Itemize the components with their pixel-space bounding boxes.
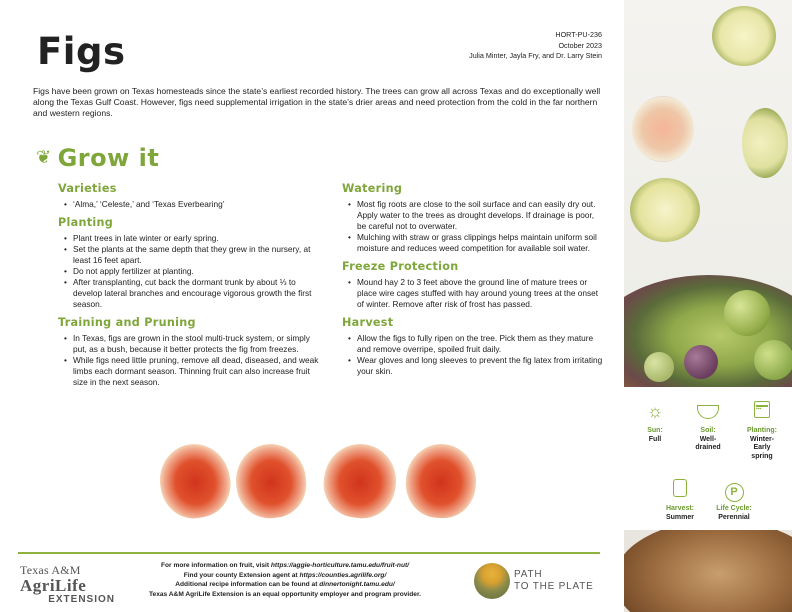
soil-label: Soil: <box>700 427 716 434</box>
recipe-link[interactable]: dinnertonight.tamu.edu/ <box>319 581 395 589</box>
section-heading: Watering <box>342 182 403 195</box>
document-meta <box>469 30 602 62</box>
path-to-the-plate-logo: PATH TO THE PLATE <box>474 563 594 603</box>
list-item: • Allow the figs to fully ripen on the tree. Pick them as they mature and remove overripe, spoiled fruit daily. <box>342 333 604 355</box>
harvest-label: Harvest: <box>665 505 694 512</box>
sun-field-icon <box>474 563 510 599</box>
soil-icon <box>686 401 730 423</box>
cut-figs-image <box>160 440 490 520</box>
plant-info-box <box>624 387 792 530</box>
cut-fig <box>319 439 401 522</box>
life-cycle-info <box>710 479 758 522</box>
soil-value: Well-drained <box>695 435 721 451</box>
section-heading: Freeze Protection <box>342 260 459 273</box>
doc-authors: Julia Minter, Jayla Fry, and Dr. Larry Stein <box>469 51 602 60</box>
planting-label: Planting: <box>747 427 777 434</box>
wooden-bowl-image <box>624 520 792 612</box>
bullet-list <box>342 199 604 254</box>
cut-fig <box>153 438 237 525</box>
fig-half-image <box>742 108 788 178</box>
section-heading: Varieties <box>58 182 117 195</box>
list-item: • In Texas, figs are grown in the stool multi-truck system, or simply put, as a bush, because it better protects the fig from freezes. <box>58 333 320 355</box>
sun-info <box>634 401 676 444</box>
sun-value: Full <box>648 435 662 443</box>
intro-paragraph: Figs have been grown on Texas homesteads since the state’s earliest recorded history. The trees can grow all across Texas and do exceptionally well along the Texas Gulf Coast. However, figs need supplemental irrigation in the state’s drier areas and need protection from the cold in the far northern and western regions. <box>33 86 601 119</box>
sun-label: Sun: <box>647 427 663 434</box>
agrilife-logo: Texas A&M AgriLife EXTENSION <box>20 563 115 605</box>
life-cycle-value: Perennial <box>718 513 750 521</box>
cut-fig <box>232 441 309 522</box>
bullet-list <box>58 333 320 388</box>
life-cycle-label: Life Cycle: <box>716 505 752 512</box>
doc-id: HORT-PU-236 <box>555 30 602 39</box>
list-item: • Mound hay 2 to 3 feet above the ground line of mature trees or place wire cages stuffed with hay around young trees at the onset of winter. Remove after risk of frost has passed. <box>342 277 604 310</box>
list-item: • Set the plants at the same depth that they grew in the nursery, at least 16 feet apart. <box>58 244 320 266</box>
fig-half-image <box>630 178 700 242</box>
list-item: • While figs need little pruning, remove all dead, diseased, and weak limbs each dormant season. Thinning fruit can also increase fruit size in the next season. <box>58 355 320 388</box>
grow-it-text: Grow it <box>57 144 160 172</box>
sun-icon: ☼ <box>646 401 664 421</box>
grape-image <box>754 340 792 380</box>
harvest-value: Summer <box>665 513 694 521</box>
bullet-list <box>58 233 320 310</box>
section-heading: Harvest <box>342 316 394 329</box>
planting-info <box>740 401 784 461</box>
fig-half-image <box>712 6 776 66</box>
bullet-list <box>342 333 604 377</box>
list-item: • ‘Alma,’ ‘Celeste,’ and ‘Texas Everbearing’ <box>58 199 320 210</box>
footer-divider <box>18 552 600 554</box>
cut-fig <box>404 442 479 521</box>
perennial-icon: P <box>710 479 758 501</box>
fig-half-image <box>632 96 694 162</box>
grape-image <box>684 345 718 379</box>
bullet-list <box>58 199 320 210</box>
planting-value: Winter-Early spring <box>749 435 775 460</box>
list-item: • Mulching with straw or grass clippings helps maintain uniform soil moisture and reduces weed competition for available soil water. <box>342 232 604 254</box>
bullet-list <box>342 277 604 310</box>
sprout-icon: ❦ <box>36 147 52 168</box>
fruit-link[interactable]: https://aggie-horticulture.tamu.edu/fruit-nut/ <box>270 562 409 569</box>
footer-info: For more information on fruit, visit https://aggie-horticulture.tamu.edu/fruit-nut/ Find your county Extension agent at https://counties.agrilife.org/ Additional recipe information can be found at dinnertonight.tamu.edu/ Texas A&M AgriLife Extension is an equal opportunity employer and program provider. <box>149 562 421 598</box>
grape-image <box>644 352 674 382</box>
list-item: • Do not apply fertilizer at planting. <box>58 266 320 277</box>
harvest-info <box>658 479 702 522</box>
counties-link[interactable]: https://counties.agrilife.org/ <box>299 571 387 579</box>
grape-image <box>724 290 770 336</box>
list-item: • After transplanting, cut back the dormant trunk by about ⅓ to develop lateral branches and encourage vigorous growth the first season. <box>58 277 320 310</box>
section-heading: Planting <box>58 216 114 229</box>
list-item: • Wear gloves and long sleeves to prevent the fig latex from irritating your skin. <box>342 355 604 377</box>
left-column <box>58 182 320 394</box>
calendar-icon <box>740 401 784 423</box>
soil-info <box>686 401 730 453</box>
list-item: • Most fig roots are close to the soil surface and can easily dry out. Apply water to the trees as drought develops. If drainage is poor, be careful not to overwater. <box>342 199 604 232</box>
grow-it-heading <box>36 144 159 172</box>
doc-date: October 2023 <box>558 40 602 50</box>
section-heading: Training and Pruning <box>58 316 196 329</box>
page-title: Figs <box>37 30 126 73</box>
right-column <box>342 182 604 383</box>
harvest-bag-icon <box>658 479 702 501</box>
list-item: • Plant trees in late winter or early spring. <box>58 233 320 244</box>
